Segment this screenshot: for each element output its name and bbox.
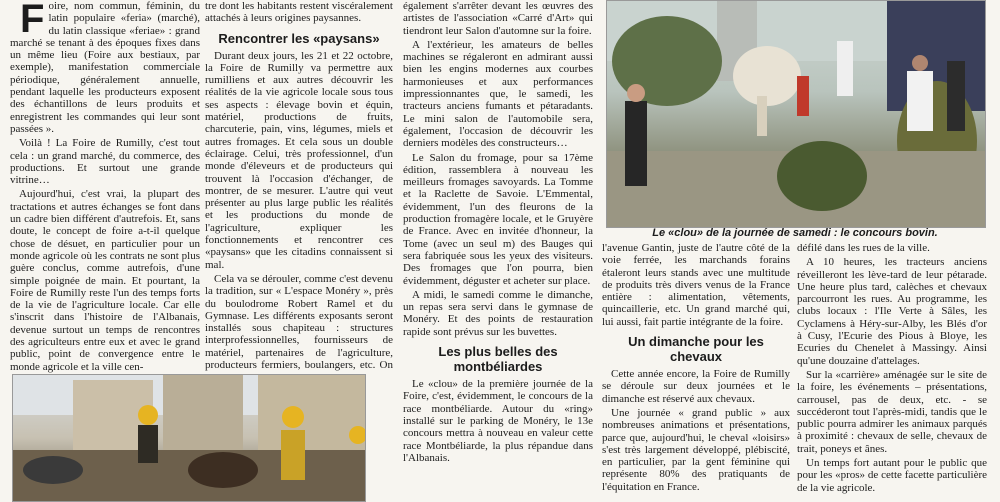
paragraph: Voilà ! La Foire de Rumilly, c'est tout cela : un grand marché, du commerce, des productions. Et surtout une grande vitrine… <box>10 137 200 187</box>
photo-horse-riders <box>12 374 366 502</box>
paragraph: tre dont les habitants restent viscéralement attachés à leurs origines paysannes. <box>205 0 393 25</box>
paragraph: A l'extérieur, les amateurs de belles machines se régaleront en admirant aussi bien les engins modernes aux courbes harmonieuses et aux performances impressionnantes que, le samedi, les tracteurs anciens fumants et pétaradants. Le mini salon de l'automobile sera, également, l'occasion de découvrir les derniers modèles des constructeurs… <box>403 38 593 150</box>
paragraph: oire, nom commun, féminin, du latin populaire «feria» (marché), du latin classique «feriae» : grand marché se tenant à des époques fixes dans un même lieu (Foire aux bestiaux, par exemple), manifestation commerciale périodique, généralement annuelle, pendant laquelle les producteurs exposent des échantillons de leurs produits et enregistrent les commandes qui leur sont passées ». <box>10 0 200 135</box>
paragraph: A 10 heures, les tracteurs anciens réveilleront les lève-tard de leur pétarade. Une heure plus tard, calèches et chevaux parcourront les rues. Au programme, les clubs locaux : l'Ile Verte à Sâles, les Cyclamens à Héry-sur-Alby, les Blés d'or à Cusy, l'Ecurie des Pious à Bloye, les Ecuries du Chenelet à Massingy. Ainsi qu'une douzaine d'attelages. <box>797 256 987 367</box>
paragraph: Le «clou» de la première journée de la Foire, c'est, évidemment, le concours de la race montbéliarde. Autour du «ring» installé sur le parking de Monéry, le 13e concours mettra à nouveau en valeur cette race Montbéliarde, la plus répandue dans l'Albanais. <box>403 378 593 464</box>
paragraph: A midi, le samedi comme le dimanche, un repas sera servi dans le gymnase de Monéry. Et des points de restauration rapide sont prévus sur les buvettes. <box>403 288 593 338</box>
article-column-3 <box>403 0 593 466</box>
cattle-show-illustration <box>607 1 985 227</box>
paragraph: Sur la «carrière» aménagée sur le site de la foire, les événements – présentations, carrousel, pas de deux, etc. - se succéderont tout l'après-midi, tandis que le public pourra admirer les animaux parqués à proximité : chevaux de selle, chevaux de trait, poneys et ânes. <box>797 368 987 455</box>
paragraph: Cela va se dérouler, comme c'est devenu la tradition, sur « L'espace Monéry », près du boulodrome Robert Ramel et du Gymnase. Les différents exposants seront installés sous chapiteau : structures interprofessionnelles, fournisseurs de matériel, partenaires de l'agriculture, producteurs fermiers, boulangers, etc. On <box>205 272 393 372</box>
paragraph: Durant deux jours, les 21 et 22 octobre, la Foire de Rumilly va permettre aux rumilliens et aux autres découvrir les réalités de la vie agricole locale sous tous ses aspects : élevage bovin et équin, matériel, productions de fruits, charcuterie, pain, vins, légumes, miels et autres fromages. Et cela sous un double éclairage. Celui, très professionnel, d'un monde d'éleveurs et de producteurs qui trouvent là l'occasion d'échanger, de montrer, de se mesurer. L'autre qui veut présenter au plus large public les réalités et les productions du monde de l'agriculture, expliquer les fonctionnements et rencontrer ces «paysans» que les citadins connaissent si mal. <box>205 49 393 271</box>
subheading: Rencontrer les «paysans» <box>218 30 380 46</box>
photo-caption: Le «clou» de la journée de samedi : le concours bovin. <box>652 227 938 239</box>
drop-cap: F <box>20 0 45 41</box>
subheading: Un dimanche pour les chevaux <box>628 334 764 365</box>
paragraph: Cette année encore, la Foire de Rumilly se déroule sur deux journées et le dimanche est réservé aux chevaux. <box>602 368 790 405</box>
paragraph: Le Salon du fromage, pour sa 17ème édition, rassemblera à nouveau les meilleurs fromages savoyards. La Tomme et la Raclette de Savoie. L'Emmental, évidemment, l'un des fleurons de la production fromagère locale, et le Gruyère de France. Avec en invitée d'honneur, la Tome (avec un seul m) des Bauges qui sera fabriquée sous les yeux des visiteurs. Des fromages que l'on pourra, bien évidemment, déguster et acheter sur place. <box>403 151 593 287</box>
article-column-5 <box>797 242 987 496</box>
article-column-2 <box>205 0 393 386</box>
paragraph: Un temps fort autant pour le public que pour les «pros» de cette facette particulière de la vie agricole. <box>797 457 987 494</box>
paragraph: Une journée « grand public » aux nombreuses animations et présentations, parce que, aujourd'hui, le cheval «loisirs» s'est très largement développé, plébiscité, en particulier, par la gent féminine qui représente 80% des pratiquants de l'équitation en France. <box>602 406 790 493</box>
article-column-1 <box>10 0 200 375</box>
article-column-4 <box>602 242 790 495</box>
photo-cattle-show <box>606 0 986 228</box>
paragraph: également s'arrêter devant les œuvres des artistes de l'association «Carré d'Art» qui tiendront leur Salon d'automne sur la foire. <box>403 0 593 37</box>
paragraph: défilé dans les rues de la ville. <box>797 242 930 254</box>
subheading: Les plus belles des montbéliardes <box>438 344 558 375</box>
paragraph: Aujourd'hui, c'est vrai, la plupart des tractations et autres échanges se font dans un cadre bien différent d'autrefois. Et, sans doute, le concept de foire a-t-il quelque chose de désuet, en particulier pour un monde agricole où les contrats ne sont plus guère conclus, comme autrefois, d'une simple poignée de main. Et pourtant, la Foire de Rumilly reste l'un des temps forts de la vie de l'agriculture locale. Car elle s'inscrit dans l'histoire de l'Albanais, devenue surtout un temps de rencontres des agriculteurs entre eux et avec le grand public, point de convergence entre le monde agricole et la ville cen- <box>10 188 200 373</box>
horse-riders-illustration <box>13 375 365 501</box>
paragraph: l'avenue Gantin, juste de l'autre côté de la voie ferrée, les marchands forains étaleront leurs stands avec une multitude de produits très divers venus de la France entière : alimentation, vêtements, quincaillerie, etc. Un grand marché qui, lui aussi, fait partie intégrante de la foire. <box>602 242 790 328</box>
